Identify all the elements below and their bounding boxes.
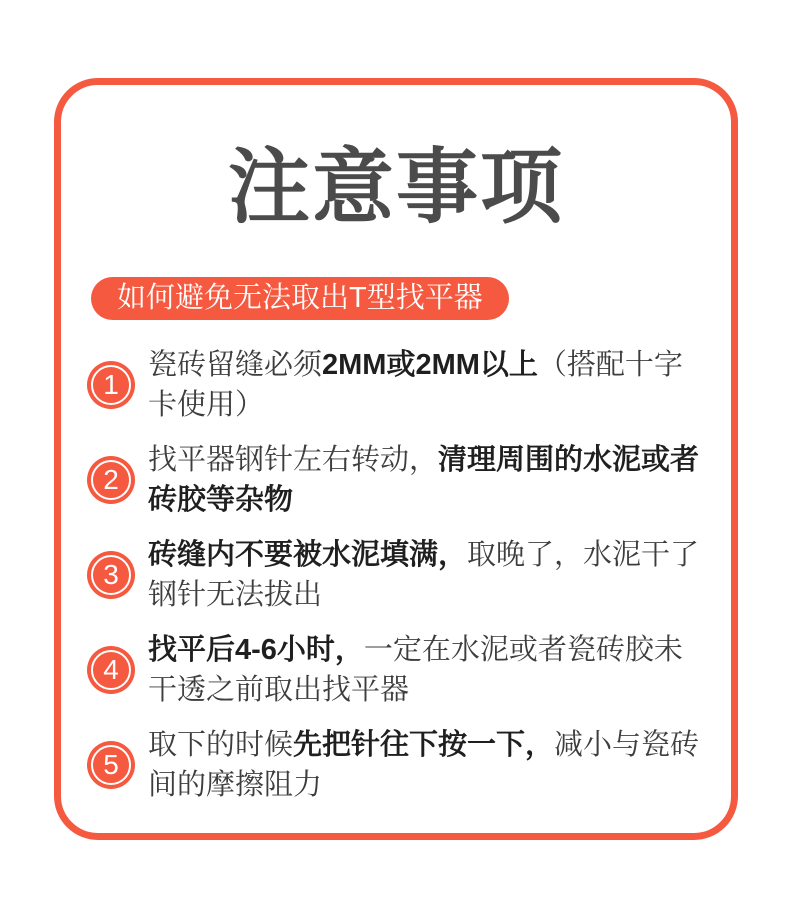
item-text bbox=[148, 725, 710, 805]
item-number: 1 bbox=[103, 368, 119, 400]
item-number: 5 bbox=[103, 748, 119, 780]
item-number-badge bbox=[87, 361, 135, 409]
item-number: 4 bbox=[103, 653, 119, 685]
list-item bbox=[61, 337, 731, 432]
list-item bbox=[61, 622, 731, 717]
list-item bbox=[61, 527, 731, 622]
item-number-badge bbox=[87, 741, 135, 789]
item-text-normal: 减小与瓷砖间的摩擦阻力 bbox=[148, 728, 700, 801]
item-text-normal: （搭配十字卡使用） bbox=[148, 348, 683, 421]
item-text bbox=[148, 535, 710, 615]
item-number: 3 bbox=[103, 558, 119, 590]
item-text-bold: 砖缝内不要被水泥填满， bbox=[148, 538, 468, 571]
item-text-bold: 找平后4-6小时， bbox=[148, 633, 364, 666]
item-number-badge bbox=[87, 646, 135, 694]
notice-list bbox=[61, 337, 731, 812]
page-title: 注意事项 bbox=[227, 142, 564, 233]
item-text-normal: 瓷砖留缝必须 bbox=[148, 348, 323, 381]
item-text bbox=[148, 345, 710, 425]
item-text-normal: 取晚了，水泥干了钢针无法拔出 bbox=[148, 538, 700, 611]
item-number-badge bbox=[87, 456, 135, 504]
item-text-bold: 清理周围的水泥或者砖胶等杂物 bbox=[148, 443, 700, 516]
item-text bbox=[148, 440, 710, 520]
item-text-normal: 取下的时候 bbox=[148, 728, 294, 761]
item-number: 2 bbox=[103, 463, 119, 495]
item-text-bold: 2MM或2MM以上 bbox=[322, 348, 538, 381]
notice-card bbox=[54, 78, 738, 840]
subtitle-badge: 如何避免无法取出T型找平器 bbox=[91, 277, 509, 320]
list-item bbox=[61, 717, 731, 812]
list-item bbox=[61, 432, 731, 527]
item-number-badge bbox=[87, 551, 135, 599]
item-text-normal: 一定在水泥或者瓷砖胶未干透之前取出找平器 bbox=[148, 633, 683, 706]
item-text bbox=[148, 630, 710, 710]
item-text-bold: 先把针往下按一下， bbox=[293, 728, 555, 761]
item-text-normal: 找平器钢针左右转动， bbox=[148, 443, 439, 476]
